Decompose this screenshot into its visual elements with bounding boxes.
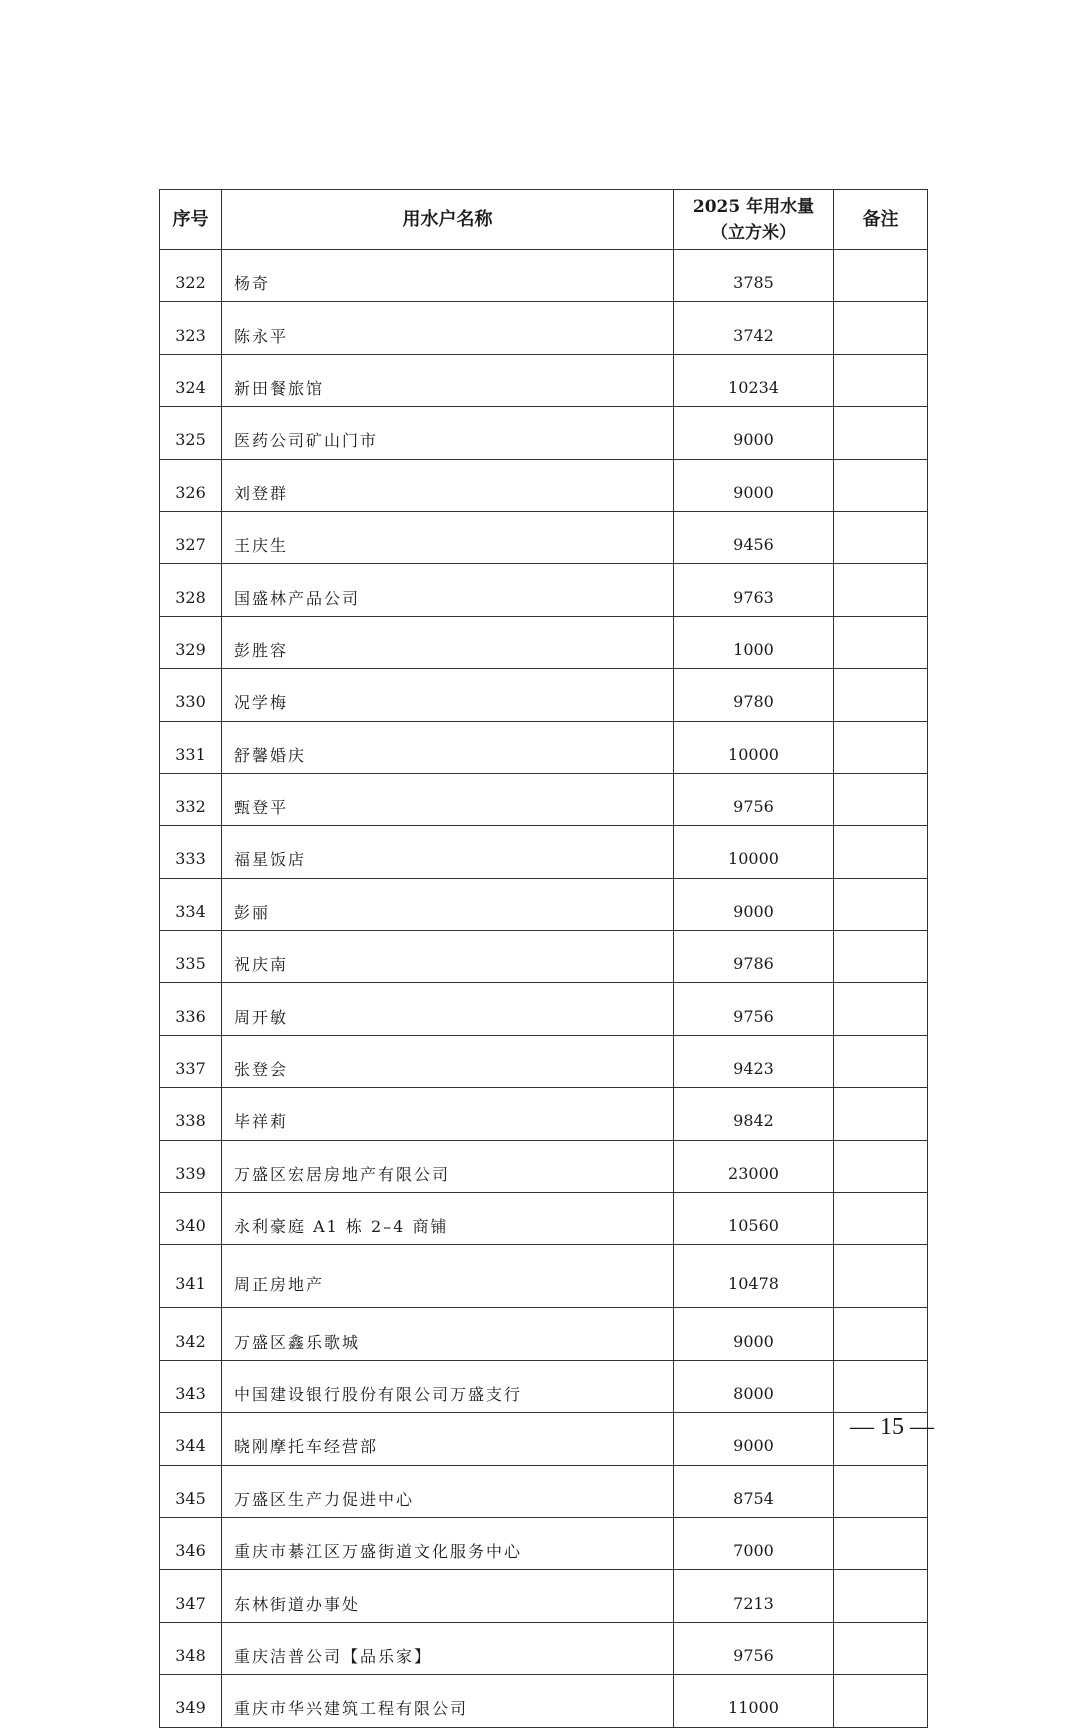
row-note [834, 250, 928, 302]
row-volume: 1000 [674, 616, 834, 668]
row-note [834, 1140, 928, 1192]
row-volume: 7213 [674, 1570, 834, 1622]
table-row [160, 1193, 928, 1245]
row-volume: 9000 [674, 407, 834, 459]
row-name: 舒馨婚庆 [222, 721, 674, 773]
row-no: 344 [160, 1413, 222, 1465]
row-no: 323 [160, 302, 222, 354]
row-name: 万盛区宏居房地产有限公司 [222, 1140, 674, 1192]
table-row [160, 1088, 928, 1140]
row-note [834, 1360, 928, 1412]
table-row [160, 1675, 928, 1727]
row-name: 福星饭店 [222, 826, 674, 878]
table-row [160, 407, 928, 459]
row-no: 328 [160, 564, 222, 616]
row-no: 347 [160, 1570, 222, 1622]
table-row [160, 459, 928, 511]
row-no: 326 [160, 459, 222, 511]
table-row [160, 1308, 928, 1360]
row-note [834, 878, 928, 930]
row-name: 毕祥莉 [222, 1088, 674, 1140]
row-note [834, 1570, 928, 1622]
row-name: 周开敏 [222, 983, 674, 1035]
row-note [834, 511, 928, 563]
table-row [160, 1035, 928, 1087]
row-note [834, 1193, 928, 1245]
row-no: 341 [160, 1245, 222, 1308]
row-note [834, 826, 928, 878]
row-no: 349 [160, 1675, 222, 1727]
row-name: 晓刚摩托车经营部 [222, 1413, 674, 1465]
table-row [160, 302, 928, 354]
table-row [160, 1465, 928, 1517]
row-volume: 9763 [674, 564, 834, 616]
row-volume: 9756 [674, 1622, 834, 1674]
row-volume: 11000 [674, 1675, 834, 1727]
row-no: 327 [160, 511, 222, 563]
row-volume: 10234 [674, 354, 834, 406]
row-volume: 7000 [674, 1517, 834, 1569]
row-name: 重庆洁普公司【品乐家】 [222, 1622, 674, 1674]
row-name: 重庆市华兴建筑工程有限公司 [222, 1675, 674, 1727]
table-row [160, 983, 928, 1035]
row-name: 杨奇 [222, 250, 674, 302]
row-name: 彭丽 [222, 878, 674, 930]
table-row [160, 773, 928, 825]
row-note [834, 616, 928, 668]
table-row [160, 616, 928, 668]
row-volume: 9000 [674, 459, 834, 511]
table-row [160, 250, 928, 302]
table-row [160, 1622, 928, 1674]
row-note [834, 1308, 928, 1360]
header-volume [674, 190, 834, 250]
header-note: 备注 [834, 190, 928, 250]
row-no: 342 [160, 1308, 222, 1360]
table-row [160, 564, 928, 616]
row-note [834, 302, 928, 354]
table-row [160, 721, 928, 773]
row-note [834, 1675, 928, 1727]
row-no: 335 [160, 931, 222, 983]
row-volume: 10478 [674, 1245, 834, 1308]
row-name: 万盛区生产力促进中心 [222, 1465, 674, 1517]
water-usage-table [159, 189, 928, 1728]
row-note [834, 1465, 928, 1517]
row-volume: 9456 [674, 511, 834, 563]
row-volume: 9756 [674, 773, 834, 825]
row-name: 甄登平 [222, 773, 674, 825]
table-row [160, 1413, 928, 1465]
table-row [160, 1570, 928, 1622]
row-name: 刘登群 [222, 459, 674, 511]
row-name: 国盛林产品公司 [222, 564, 674, 616]
row-note [834, 931, 928, 983]
row-name: 东林街道办事处 [222, 1570, 674, 1622]
row-no: 334 [160, 878, 222, 930]
table-header-row [160, 190, 928, 250]
row-note [834, 1035, 928, 1087]
row-note [834, 1088, 928, 1140]
table-row [160, 931, 928, 983]
row-name: 况学梅 [222, 669, 674, 721]
row-volume: 9423 [674, 1035, 834, 1087]
row-note [834, 1622, 928, 1674]
row-note [834, 773, 928, 825]
row-volume: 3742 [674, 302, 834, 354]
table-row [160, 1360, 928, 1412]
row-volume: 9756 [674, 983, 834, 1035]
row-no: 346 [160, 1517, 222, 1569]
row-note [834, 669, 928, 721]
header-volume-line2: （立方米） [711, 222, 796, 243]
table-row [160, 354, 928, 406]
row-volume: 9786 [674, 931, 834, 983]
row-name: 重庆市綦江区万盛街道文化服务中心 [222, 1517, 674, 1569]
row-volume: 9780 [674, 669, 834, 721]
row-note [834, 1517, 928, 1569]
row-no: 343 [160, 1360, 222, 1412]
row-no: 338 [160, 1088, 222, 1140]
row-name: 张登会 [222, 1035, 674, 1087]
row-name: 王庆生 [222, 511, 674, 563]
table-row [160, 1245, 928, 1308]
header-volume-line1: 2025 年用水量 [692, 196, 815, 217]
row-name: 彭胜容 [222, 616, 674, 668]
row-note [834, 1245, 928, 1308]
table-row [160, 1517, 928, 1569]
table-row [160, 669, 928, 721]
row-note [834, 564, 928, 616]
row-no: 345 [160, 1465, 222, 1517]
row-volume: 9000 [674, 1308, 834, 1360]
row-no: 329 [160, 616, 222, 668]
row-volume: 8000 [674, 1360, 834, 1412]
row-no: 336 [160, 983, 222, 1035]
row-volume: 9000 [674, 1413, 834, 1465]
header-no: 序号 [160, 190, 222, 250]
row-volume: 9000 [674, 878, 834, 930]
row-no: 333 [160, 826, 222, 878]
row-volume: 9842 [674, 1088, 834, 1140]
row-no: 340 [160, 1193, 222, 1245]
row-volume: 10000 [674, 826, 834, 878]
row-no: 324 [160, 354, 222, 406]
row-name: 医药公司矿山门市 [222, 407, 674, 459]
header-name: 用水户名称 [222, 190, 674, 250]
row-no: 322 [160, 250, 222, 302]
row-name: 陈永平 [222, 302, 674, 354]
row-note [834, 983, 928, 1035]
row-no: 330 [160, 669, 222, 721]
row-no: 331 [160, 721, 222, 773]
row-note [834, 459, 928, 511]
row-note [834, 407, 928, 459]
row-no: 332 [160, 773, 222, 825]
row-volume: 23000 [674, 1140, 834, 1192]
row-no: 337 [160, 1035, 222, 1087]
table-row [160, 878, 928, 930]
row-name: 周正房地产 [222, 1245, 674, 1308]
table-row [160, 826, 928, 878]
row-volume: 10560 [674, 1193, 834, 1245]
table-row [160, 511, 928, 563]
row-volume: 10000 [674, 721, 834, 773]
row-name: 中国建设银行股份有限公司万盛支行 [222, 1360, 674, 1412]
row-no: 339 [160, 1140, 222, 1192]
row-name: 祝庆南 [222, 931, 674, 983]
row-note [834, 721, 928, 773]
row-no: 325 [160, 407, 222, 459]
row-name: 新田餐旅馆 [222, 354, 674, 406]
row-name: 万盛区鑫乐歌城 [222, 1308, 674, 1360]
row-name: 永利豪庭 A1 栋 2–4 商铺 [222, 1193, 674, 1245]
row-volume: 8754 [674, 1465, 834, 1517]
table-row [160, 1140, 928, 1192]
row-note [834, 354, 928, 406]
row-volume: 3785 [674, 250, 834, 302]
page-number: — 15 — [850, 1414, 934, 1440]
row-no: 348 [160, 1622, 222, 1674]
